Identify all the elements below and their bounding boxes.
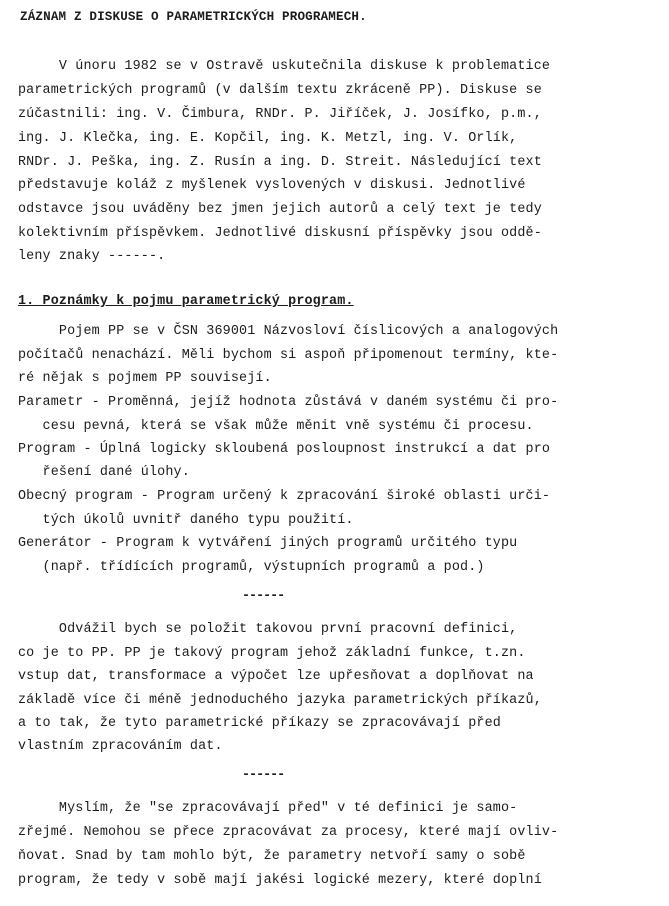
- definition-program-cont: řešení dané úlohy.: [18, 465, 190, 480]
- definition-generator-cont: (např. třídících programů, výstupních programů a pod.): [18, 560, 485, 575]
- section-line: Pojem PP se v ČSN 369001 Názvosloví číslicových a analogových: [18, 324, 559, 339]
- separator: ------: [242, 768, 285, 783]
- intro-line: kolektivním příspěvkem. Jednotlivé diskusní příspěvky jsou oddě-: [18, 226, 542, 241]
- section-line: ré nějak s pojmem PP souvisejí.: [18, 371, 272, 386]
- paragraph-line: vlastním zpracováním dat.: [18, 739, 223, 754]
- section-line: počítačů nenachází. Měli bychom si aspoň připomenout termíny, kte-: [18, 348, 559, 363]
- separator: ------: [242, 589, 285, 604]
- intro-line: ing. J. Klečka, ing. E. Kopčil, ing. K. Metzl, ing. V. Orlík,: [18, 131, 518, 146]
- intro-line: V únoru 1982 se v Ostravě uskutečnila diskuse k problematice: [18, 59, 551, 74]
- definition-parametr: Parametr - Proměnná, jejíž hodnota zůstává v daném systému či pro-: [18, 395, 559, 410]
- intro-line: představuje koláž z myšlenek vyslovených v diskusi. Jednotlivé: [18, 178, 526, 193]
- paragraph-line: vstup dat, transformace a výpočet lze upřesňovat a doplňovat na: [18, 669, 534, 684]
- paragraph-line: co je to PP. PP je takový program jehož základní funkce, t.zn.: [18, 646, 526, 661]
- section-heading: 1. Poznámky k pojmu parametrický program.: [18, 294, 354, 309]
- definition-obecny-program: Obecný program - Program určený k zpracování široké oblasti urči-: [18, 489, 551, 504]
- intro-line: zúčastnili: ing. V. Čimbura, RNDr. P. Jiříček, J. Josífko, p.m.,: [18, 107, 542, 122]
- intro-line: odstavce jsou uváděny bez jmen jejich autorů a celý text je tedy: [18, 202, 542, 217]
- paragraph-line: zřejmé. Nemohou se přece zpracovávat za procesy, které mají ovliv-: [18, 825, 559, 840]
- intro-line: parametrických programů (v dalším textu zkráceně PP). Diskuse se: [18, 83, 542, 98]
- paragraph-line: program, že tedy v sobě mají jakési logické mezery, které doplní: [18, 873, 542, 888]
- definition-obecny-program-cont: tých úkolů uvnitř daného typu použití.: [18, 513, 354, 528]
- paragraph-line: základě více či méně jednoduchého jazyka parametrických příkazů,: [18, 693, 542, 708]
- intro-line: RNDr. J. Peška, ing. Z. Rusín a ing. D. Streit. Následující text: [18, 155, 542, 170]
- definition-parametr-cont: cesu pevná, která se však může měnit vně systému či procesu.: [18, 419, 534, 434]
- document-title: ZÁZNAM Z DISKUSE O PARAMETRICKÝCH PROGRAMECH.: [20, 10, 367, 24]
- definition-generator: Generátor - Program k vytváření jiných programů určitého typu: [18, 536, 518, 551]
- paragraph-line: ňovat. Snad by tam mohlo být, že parametry netvoří samy o sobě: [18, 849, 526, 864]
- intro-line: leny znaky ------.: [18, 249, 166, 264]
- paragraph-line: a to tak, že tyto parametrické příkazy se zpracovávají před: [18, 716, 501, 731]
- paragraph-line: Odvážil bych se položit takovou první pracovní definici,: [18, 622, 518, 637]
- paragraph-line: Myslím, že "se zpracovávají před" v té definici je samo-: [18, 801, 518, 816]
- definition-program: Program - Úplná logicky skloubená posloupnost instrukcí a dat pro: [18, 442, 551, 457]
